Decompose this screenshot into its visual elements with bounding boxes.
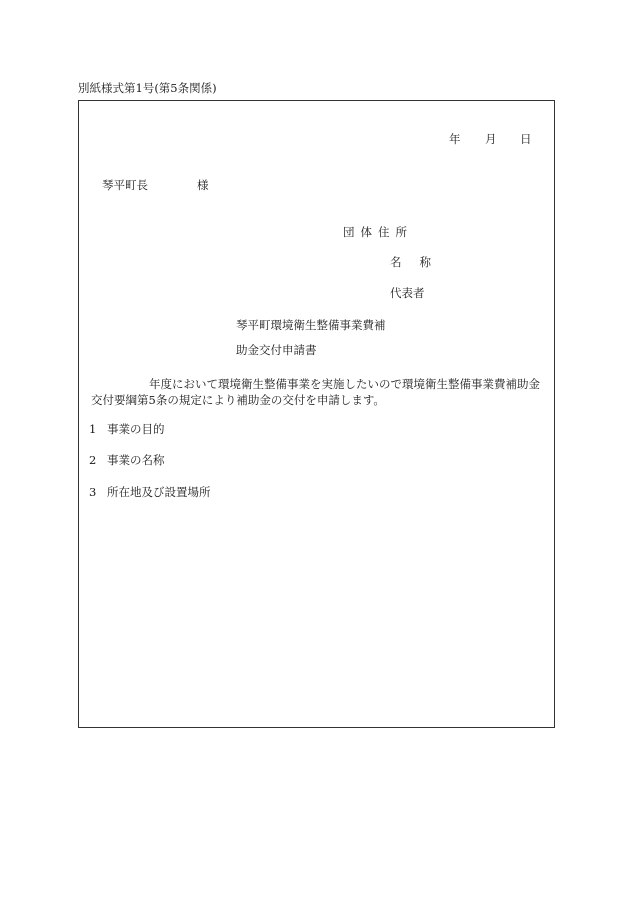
date-day-label: 日: [520, 132, 532, 146]
addressee-name: 琴平町長: [102, 178, 148, 192]
applicant-representative-label: 代表者: [390, 286, 425, 300]
form-number-label: 別紙様式第1号(第5条関係): [78, 81, 217, 95]
application-body-text: [91, 376, 551, 408]
addressee-honorific: 様: [197, 178, 209, 192]
form-frame: [78, 100, 555, 728]
date-year-label: 年: [449, 132, 461, 146]
list-item-label: 事業の名称: [107, 453, 165, 467]
list-item-number: 2: [89, 453, 97, 467]
list-item-label: 所在地及び設置場所: [107, 485, 211, 499]
date-month-label: 月: [485, 132, 497, 146]
applicant-address-label: 団体住所: [343, 225, 413, 239]
list-item-number: 3: [89, 485, 97, 499]
document-title-line1: 琴平町環境衛生整備事業費補: [236, 318, 386, 332]
applicant-name-label: 名称: [390, 255, 449, 269]
body-text-content: 年度において環境衛生整備事業を実施したいので環境衛生整備事業費補助金交付要綱第5条の規定により補助金の交付を申請します。: [91, 377, 540, 407]
list-item-number: 1: [89, 422, 97, 436]
list-item: [89, 484, 211, 500]
list-item-label: 事業の目的: [107, 422, 165, 436]
list-item: [89, 421, 165, 437]
list-item: [89, 452, 165, 468]
document-title-line2: 助金交付申請書: [236, 343, 317, 357]
